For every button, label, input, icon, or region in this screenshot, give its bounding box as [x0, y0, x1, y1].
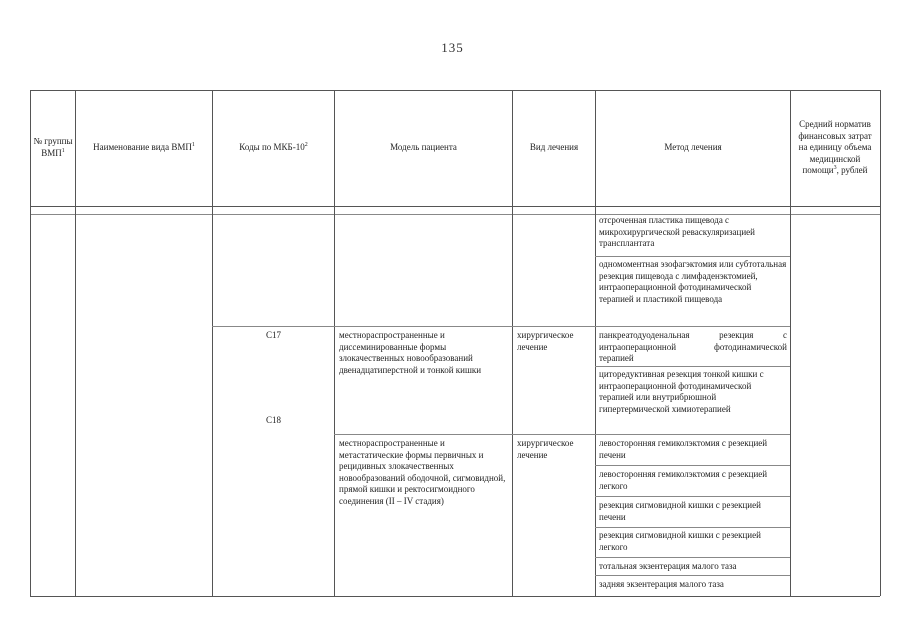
- header-icd-codes: Коды по МКБ-$10^2$: [239, 142, 308, 153]
- col-border-4: [334, 90, 335, 596]
- method-cell-4: циторедуктивная резекция тонкой кишки с интраоперационной фотодинамической терапией или внутрибрюшной гипертермической химиотерапией: [599, 369, 764, 414]
- header-bottom-border: [30, 206, 880, 207]
- col-border-3: [212, 90, 213, 596]
- method-sep-8: [595, 557, 790, 558]
- col-border-5: [512, 90, 513, 596]
- col-border-6: [595, 90, 596, 596]
- method-sep-6: [595, 496, 790, 497]
- patient-model-cell-2: местнораспространенные и метастатические формы первичных и рецидивных злокачественных новообразований ободочной, сигмовидной, прямой кишки и ректосигмоидного соединения (II – IV стадия): [339, 438, 506, 506]
- patient-model-cell-1: местнораспространенные и диссеминированные формы злокачественных новообразований двенадцатиперстной и тонкой кишки: [339, 330, 482, 375]
- header-cost-norm: Средний норматив финансовых затрат на единицу объема медицинской помощи$^3$, рублей: [798, 119, 872, 176]
- col-border-2: [75, 90, 76, 596]
- method-cell-7: резекция сигмовидной кишки с резекцией печени: [599, 500, 761, 522]
- header-vmp-name: Наименование вида ВМП$^1$: [93, 142, 195, 153]
- method-cell-1: отсроченная пластика пищевода с микрохирургической реваскуляризацией трансплантата: [599, 215, 755, 249]
- row-sep-c17: [212, 326, 790, 327]
- row-sep-c18-model: [334, 434, 790, 435]
- method-cell-5: левосторонняя гемиколэктомия с резекцией печени: [599, 438, 768, 460]
- header-patient-model: Модель пациента: [390, 142, 457, 153]
- method-sep-5: [595, 465, 790, 466]
- header-group-no: № группы ВМП$^1$: [33, 136, 73, 158]
- method-cell-9: тотальная экзентерация малого таза: [599, 561, 737, 571]
- method-cell-6: левосторонняя гемиколэктомия с резекцией легкого: [599, 469, 768, 491]
- icd-code-c18: C18: [265, 415, 281, 425]
- method-sep-7: [595, 527, 790, 528]
- method-cell-10: задняя экзентерация малого таза: [599, 579, 724, 589]
- col-border-1: [30, 90, 31, 596]
- col-border-8: [880, 90, 881, 596]
- treatment-type-cell-1: хирургическое лечение: [517, 330, 574, 352]
- treatment-type-cell-2: хирургическое лечение: [517, 438, 574, 460]
- method-sep-1: [595, 256, 790, 257]
- header-treatment-type: Вид лечения: [529, 142, 579, 153]
- header-treatment-method: Метод лечения: [664, 142, 722, 153]
- page-number: 135: [441, 40, 464, 55]
- method-cell-3: панкреатодуоденальная резекция с интраоперационной фотодинамической терапией: [599, 330, 787, 364]
- method-cell-8: резекция сигмовидной кишки с резекцией легкого: [599, 530, 761, 552]
- table-bottom-border: [30, 596, 880, 597]
- table-top-border: [30, 90, 880, 91]
- method-sep-9: [595, 575, 790, 576]
- method-cell-2: одномоментная эзофагэктомия или субтотальная резекция пищевода с лимфаденэктомией, интраоперационной фотодинамической терапией и пластикой пищевода: [599, 259, 787, 304]
- icd-code-c17: C17: [265, 330, 281, 340]
- col-border-7: [790, 90, 791, 596]
- method-sep-3: [595, 366, 790, 367]
